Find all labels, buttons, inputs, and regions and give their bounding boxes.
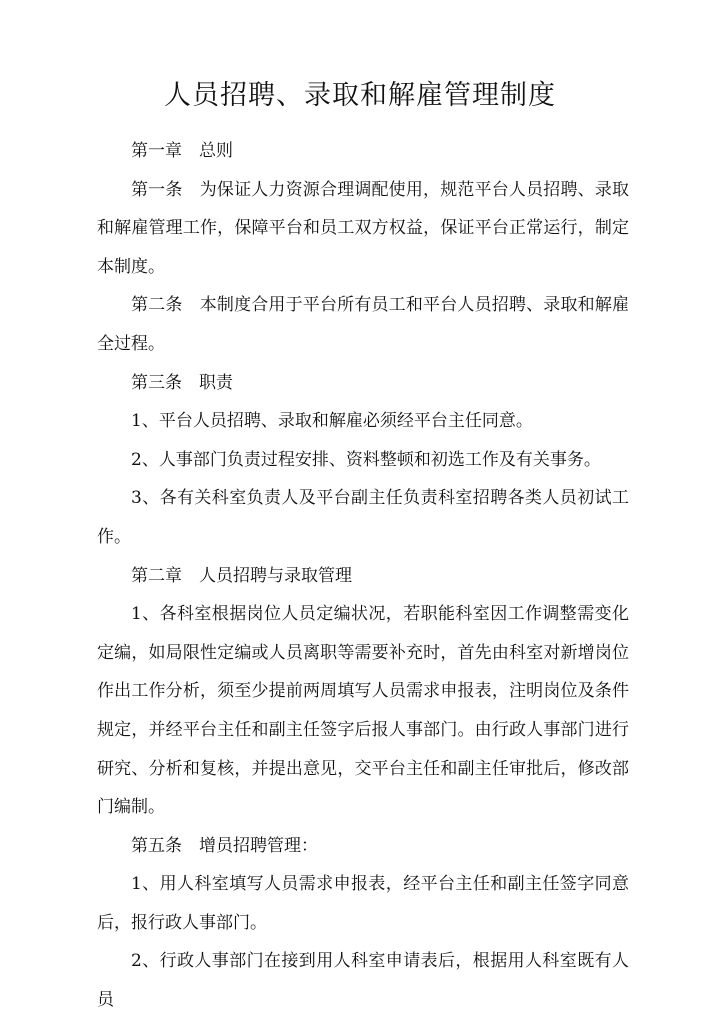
article-paragraph: 第二条 本制度合用于平台所有员工和平台人员招聘、录取和解雇全过程。 [97, 295, 629, 354]
list-item: 1、用人科室填写人员需求申报表，经平台主任和副主任签字同意后，报行政人事部门。 [97, 874, 629, 933]
list-item: 2、人事部门负责过程安排、资料整顿和初选工作及有关事务。 [131, 449, 601, 470]
document-body [97, 132, 629, 1020]
chapter-heading: 第一章 总则 [131, 141, 233, 161]
article-heading: 第三条 职责 [131, 372, 233, 393]
list-item: 3、各有关科室负责人及平台副主任负责科室招聘各类人员初试工作。 [97, 488, 629, 547]
article-paragraph: 第一条 为保证人力资源合理调配使用，规范平台人员招聘、录取和解雇管理工作，保障平台和员工双方权益，保证平台正常运行，制定本制度。 [97, 179, 629, 277]
list-item: 1、平台人员招聘、录取和解雇必须经平台主任同意。 [131, 411, 533, 432]
chapter-heading: 第二章 人员招聘与录取管理 [131, 565, 352, 586]
list-item: 2、行政人事部门在接到用人科室申请表后，根据用人科室既有人员 [97, 951, 629, 1011]
article-heading: 第五条 增员招聘管理： [131, 835, 318, 856]
list-item: 1、各科室根据岗位人员定编状况，若职能科室因工作调整需变化定编，如局限性定编或人员离职等需要补充时，首先由科室对新增岗位作出工作分析，须至少提前两周填写人员需求申报表，注明岗位及条件规定，并经平台主任和副主任签字后报人事部门。由行政人事部门进行研究、分析和复核，并提出意见，交平台主任和副主任审批后，修改部门编制。 [97, 604, 629, 818]
document-title: 人员招聘、录取和解雇管理制度 [164, 80, 556, 111]
